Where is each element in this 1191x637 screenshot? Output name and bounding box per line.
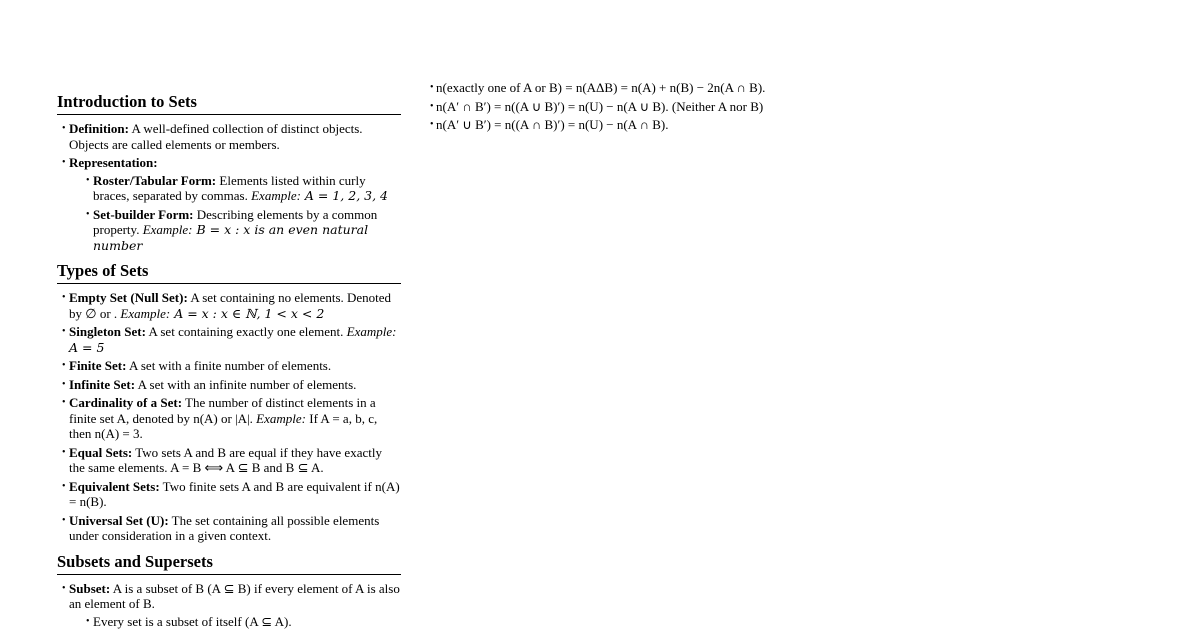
type-example-math: A = 5 xyxy=(69,339,105,355)
list-item-subset xyxy=(57,581,401,630)
section-title-types: Types of Sets xyxy=(57,261,401,284)
term-subset: Subset: xyxy=(69,580,111,596)
type-term: Universal Set (U): xyxy=(69,512,169,528)
type-example-math: A = x : x ∈ ℕ, 1 < x < 2 xyxy=(170,305,325,321)
list-item-type xyxy=(57,445,401,476)
list-item-type xyxy=(57,395,401,442)
formula-list xyxy=(430,80,770,133)
formula-item: • n(A′ ∪ B′) = n((A ∩ B)′) = n(U) − n(A ∩ B). xyxy=(430,117,770,133)
type-example-label: Example: xyxy=(256,410,306,426)
type-example-label: Example: xyxy=(120,305,171,321)
term-representation: Representation: xyxy=(69,155,158,170)
list-item-representation xyxy=(57,155,401,253)
section-title-subsets: Subsets and Supersets xyxy=(57,552,401,575)
type-text: The set containing all possible elements under consideration in a given context. xyxy=(69,512,380,543)
set-builder-example-math: B = x : x is an even natural number xyxy=(93,222,369,253)
subset-text: A is a subset of B (A ⊆ B) if every element of A is also an element of B. xyxy=(69,580,400,611)
type-text: The number of distinct elements in a finite set A, denoted by n(A) or |A|. xyxy=(69,395,376,426)
type-term: Infinite Set: xyxy=(69,376,136,392)
representation-sublist xyxy=(69,173,401,254)
roster-example-label: Example: xyxy=(251,188,301,203)
set-builder-text: Describing elements by a common property. xyxy=(93,206,378,237)
list-item-type xyxy=(57,377,401,393)
type-text: A set containing no elements. Denoted by ∅ or . xyxy=(69,290,392,321)
term-roster: Roster/Tabular Form: xyxy=(93,172,217,188)
list-item-type xyxy=(57,290,401,321)
list-item-type xyxy=(57,358,401,374)
list-item-set-builder xyxy=(81,207,401,254)
types-list xyxy=(57,290,401,544)
formula-item: • n(exactly one of A or B) = n(AΔB) = n(A) + n(B) − 2n(A ∩ B). xyxy=(430,80,770,96)
term-set-builder: Set-builder Form: xyxy=(93,206,194,222)
type-text: A set containing exactly one element. xyxy=(145,324,347,339)
list-item-type xyxy=(57,324,401,355)
roster-text: Elements listed within curly braces, separated by commas. xyxy=(93,172,366,203)
formula-item: • n(A′ ∩ B′) = n((A ∪ B)′) = n(U) − n(A ∪ B). (Neither A nor B) xyxy=(430,99,770,115)
section-title-introduction: Introduction to Sets xyxy=(57,92,401,115)
left-column xyxy=(57,92,401,637)
type-term: Cardinality of a Set: xyxy=(69,395,183,410)
list-item-definition xyxy=(57,121,401,152)
term-definition: Definition: xyxy=(69,121,129,136)
type-text: Two finite sets A and B are equivalent if n(A) = n(B). xyxy=(69,478,400,509)
type-term: Equivalent Sets: xyxy=(69,478,160,494)
type-text: A set with an infinite number of elements. xyxy=(135,376,357,392)
type-term: Finite Set: xyxy=(69,358,127,373)
type-term: Empty Set (Null Set): xyxy=(69,290,188,305)
list-item-type xyxy=(57,479,401,510)
type-term: Equal Sets: xyxy=(69,444,133,460)
type-text: A set with a finite number of elements. xyxy=(126,358,332,373)
roster-example-math: A = 1, 2, 3, 4 xyxy=(300,188,388,203)
list-item-type xyxy=(57,513,401,544)
set-builder-example-label: Example: xyxy=(142,222,193,237)
subsets-list xyxy=(57,581,401,630)
type-term: Singleton Set: xyxy=(69,324,146,339)
type-text: Two sets A and B are equal if they have exactly the same elements. A = B ⟺ A ⊆ B and B ⊆ A. xyxy=(69,444,382,475)
right-column xyxy=(430,80,770,136)
list-item-subset-property: • Every set is a subset of itself (A ⊆ A). xyxy=(81,614,401,630)
subset-sublist xyxy=(69,614,401,630)
definition-text: A well-defined collection of distinct objects. Objects are called elements or members. xyxy=(69,121,363,152)
type-example-label: Example: xyxy=(346,324,397,339)
type-example-tail: If A = a, b, c, then n(A) = 3. xyxy=(69,410,378,441)
list-item-roster xyxy=(81,173,401,204)
introduction-list xyxy=(57,121,401,253)
